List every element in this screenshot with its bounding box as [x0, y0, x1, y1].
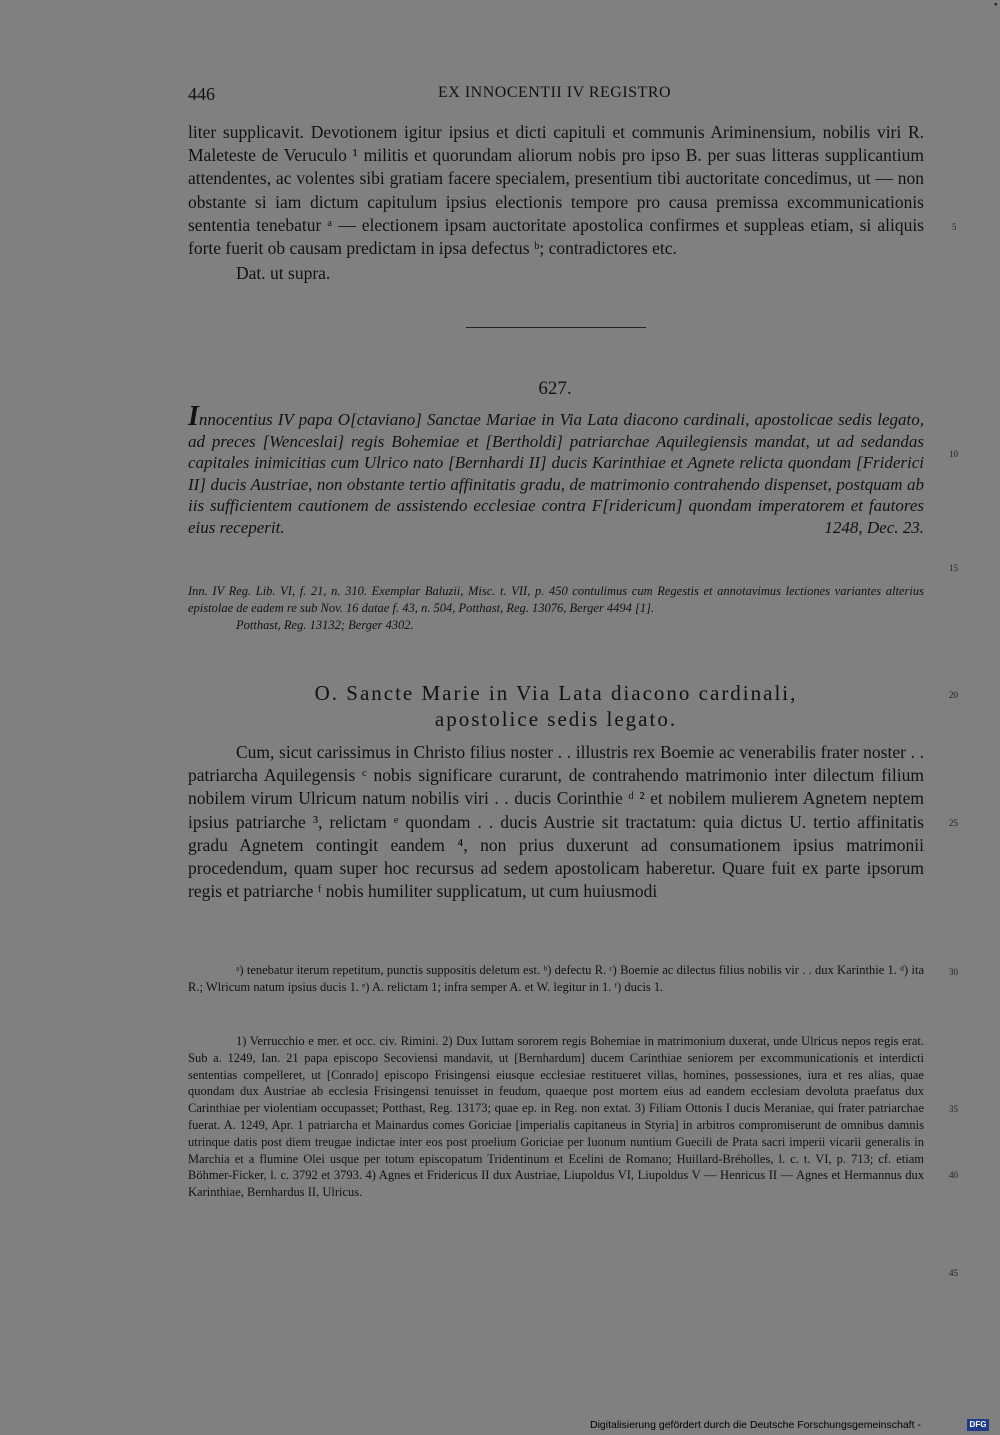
address-line-2: apostolice sedis legato. [434, 707, 678, 731]
line-number: 45 [949, 1268, 958, 1278]
line-number: 10 [949, 449, 958, 459]
running-title: EX INNOCENTII IV REGISTRO [438, 84, 672, 101]
line-number: 25 [949, 818, 958, 828]
continuation-text [188, 121, 924, 285]
source-primary: Inn. IV Reg. Lib. VI, f. 21, n. 310. Exemplar Baluzii, Misc. t. VII, p. 450 contulimus cum Regestis et annotavimus lectiones variantes alterius epistolae de eadem re sub Nov. 16 datae f. 43, n. 504, Potthast, Reg. 13076, Berger 4494 [1]. [188, 584, 924, 615]
corner-mark: • [994, 0, 998, 11]
regest [188, 401, 924, 539]
dfg-logo-icon: DFG [967, 1419, 989, 1431]
digitization-credit: Digitalisierung gefördert durch die Deutsche Forschungsgemeinschaft - [590, 1419, 921, 1431]
regest-text: nnocentius IV papa O[ctaviano] Sanctae Mariae in Via Lata diacono cardinali, apostolicae sedis legato, ad preces [Wenceslai] regis Bohemiae et [Bertholdi] patriarchae Aquilegiensis mandat, ut ad sedandas capitales inimicitias cum Ulrico nato [Bernhardi II] ducis Karinthiae et Agnete relicta quondam [Friderici II] ducis Austriae, non obstante tertio affinitatis gradu, de matrimonio contrahendo dispenset, postquam ab iis sufficientem cautionem de assistendo ecclesiae contra F[ridericum] quondam imperatorem et fautores eius receperit. [188, 410, 924, 537]
line-number: 5 [952, 222, 957, 232]
letter-body: Cum, sicut carissimus in Christo filius noster . . illustris rex Boemie ac venerabilis frater noster . . patriarcha Aquilegensis ᶜ nobis significare curarunt, de contrahendo matrimonio inter dilectum filium nobilem virum Ulricum natum nobilis viri . . ducis Corinthie ᵈ ² et nobilem mulierem Agnetem neptem ipsius patriarche ³, relictam ᵉ quondam . . ducis Austrie sit tractatum: quia dictus U. tertio affinitatis gradu Agnetem contingit eandem ⁴, non prius duxerunt ad consumationem ipsius matrimonii procedendum, quam super hoc recursus ad sedem apostolicam haberetur. Quare fuit ex parte ipsorum regis et patriarche ᶠ nobis humiliter supplicatum, ut cum huiusmodi [188, 742, 924, 902]
line-number: 35 [949, 1104, 958, 1114]
line-number: 30 [949, 967, 958, 977]
footnotes-lettered: ᵃ) tenebatur iterum repetitum, punctis suppositis deletum est. ᵇ) defectu R. ᶜ) Boemie ac dilectus filius nobilis vir . . dux Karinthie 1. ᵈ) ita R.; Wlricum natum ipsius ducis 1. ᵉ) A. relictam 1; infra semper A. et W. legitur in 1. ᶠ) ducis 1. [188, 963, 924, 994]
document-number: 627. [538, 378, 572, 399]
regest-initial: I [188, 401, 199, 432]
continuation-paragraph: liter supplicavit. Devotionem igitur ipsius et dicti capituli et communis Ariminensium, nobilis viri R. Maleteste de Veruculo ¹ militis et quorundam aliorum nobis pro ipso B. per suas litteras supplicantium attendentes, ac volentes sibi gratiam facere specialem, presentium tibi auctoritate concedimus, ut — non obstante si iam dictum capitulum ipsius electionis tempore pro causa premissa excommunicationis sententia tenebatur ᵃ — electionem ipsam auctoritate apostolica confirmes et suppleas etiam, si aliquis forte fuerit ob causam predictam in ipsa defectus ᵇ; contradictores etc. [188, 122, 924, 259]
footnotes-numbered: 1) Verrucchio e mer. et occ. civ. Rimini. 2) Dux Iuttam sororem regis Bohemiae in matrimonium duxerat, unde Ulricus nepos regis erat. Sub a. 1249, Ian. 21 papa episcopo Secoviensi mandavit, ut [Bernhardum] ducem Carinthiae seniorem per excommunicationis et interdicti sententias compelleret, ut [Conrado] episcopo Frisingensi eiusque ecclesiae restitueret villas, homines, possessiones, iura et res alias, quae quondam dux Austriae ab ecclesia Frisingensi tenuisset in feudum, quaeque post mortem eius ad eandem ecclesiam devoluta praefatus dux Carinthiae per violentiam occupasset; Potthast, Reg. 13173; quae ep. in Reg. non extat. 3) Filiam Ottonis I ducis Meraniae, qui frater patriarchae fuerat. A. 1249, Apr. 1 patriarcha et Mainardus comes Goriciae [imperialis capitaneus in Styria] in arbitros compromiserunt de omnibus damnis utrinque datis post diem treugae indictae inter eos post proelium Goriciae per Iuonum nuntium Guecili de Prata sacri imperii vicarii generalis in Marchia et a flumine Olei usque per totum episcopatum Tridentinum et Ecelini de Romano; Huillard-Bréholles, l. c. t. VI, p. 713; cf. etiam Böhmer-Ficker, l. c. 3792 et 3793. 4) Agnes et Fridericus II dux Austriae, Liupoldus VI, Liupoldus V — Henricus II — Agnes et Hermannus dux Karinthiae, Bernhardus II, Ulricus. [188, 1034, 924, 1200]
address-line-1: O. Sancte Marie in Via Lata diacono cardinali, [314, 681, 798, 705]
regest-date: 1248, Dec. 23. [824, 517, 924, 537]
page-number: 446 [188, 84, 215, 104]
source-secondary: Potthast, Reg. 13132; Berger 4302. [236, 617, 414, 632]
line-number: 20 [949, 690, 958, 700]
dat-line: Dat. ut supra. [236, 263, 331, 284]
sources [188, 583, 924, 633]
address [188, 680, 924, 732]
line-number: 40 [949, 1170, 958, 1180]
line-number: 15 [949, 563, 958, 573]
section-divider [466, 327, 646, 328]
